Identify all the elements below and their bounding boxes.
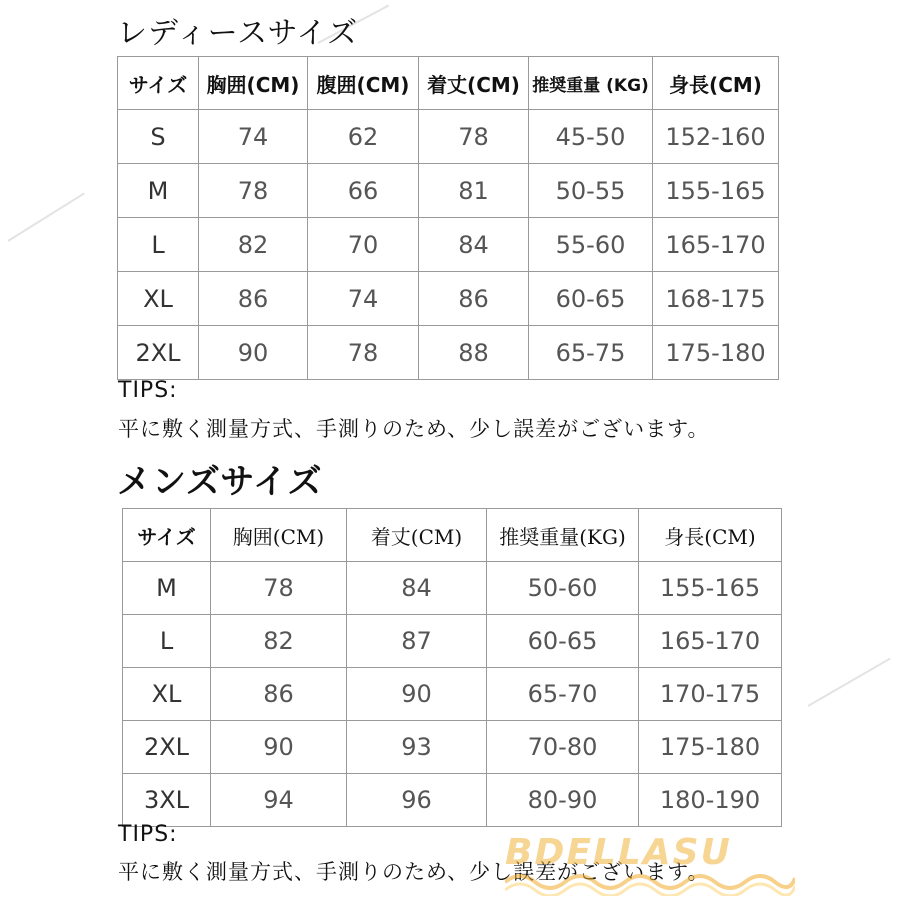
- header-size: サイズ: [123, 509, 211, 562]
- waist-cell: 74: [308, 272, 419, 326]
- weight-cell: 60-65: [487, 615, 639, 668]
- size-cell: M: [123, 562, 211, 615]
- length-cell: 84: [347, 562, 487, 615]
- weight-cell: 70-80: [487, 721, 639, 774]
- weight-cell: 45-50: [529, 110, 653, 164]
- chest-cell: 86: [211, 668, 347, 721]
- size-cell: XL: [123, 668, 211, 721]
- table-row: [118, 272, 779, 326]
- chest-cell: 86: [199, 272, 308, 326]
- table-row: [118, 110, 779, 164]
- size-cell: 2XL: [123, 721, 211, 774]
- height-cell: 155-165: [653, 164, 779, 218]
- chest-cell: 94: [211, 774, 347, 827]
- mens-size-table: [122, 508, 782, 827]
- waist-cell: 66: [308, 164, 419, 218]
- length-cell: 84: [419, 218, 529, 272]
- size-cell: L: [118, 218, 199, 272]
- weight-cell: 50-60: [487, 562, 639, 615]
- size-cell: S: [118, 110, 199, 164]
- tips-label: TIPS:: [118, 822, 178, 847]
- decorative-stroke: [7, 192, 84, 241]
- chest-cell: 74: [199, 110, 308, 164]
- length-cell: 78: [419, 110, 529, 164]
- chest-cell: 90: [199, 326, 308, 380]
- length-cell: 86: [419, 272, 529, 326]
- watermark-wave-graphic: [505, 868, 795, 896]
- weight-cell: 50-55: [529, 164, 653, 218]
- tips-label: TIPS:: [118, 378, 178, 403]
- size-cell: 2XL: [118, 326, 199, 380]
- table-row: [123, 562, 782, 615]
- length-cell: 87: [347, 615, 487, 668]
- height-cell: 170-175: [639, 668, 782, 721]
- waist-cell: 78: [308, 326, 419, 380]
- weight-cell: 60-65: [529, 272, 653, 326]
- length-cell: 90: [347, 668, 487, 721]
- table-row: [123, 615, 782, 668]
- chest-cell: 90: [211, 721, 347, 774]
- table-header-row: [118, 57, 779, 110]
- size-cell: M: [118, 164, 199, 218]
- header-height: 身長(CM): [653, 57, 779, 110]
- header-length: 着丈(CM): [347, 509, 487, 562]
- chest-cell: 82: [211, 615, 347, 668]
- ladies-size-title: レディースサイズ: [117, 16, 359, 51]
- weight-cell: 80-90: [487, 774, 639, 827]
- size-cell: L: [123, 615, 211, 668]
- table-header-row: [123, 509, 782, 562]
- brand-watermark: BDELLASU: [505, 832, 732, 873]
- height-cell: 165-170: [653, 218, 779, 272]
- header-weight: 推奨重量 (KG): [529, 57, 653, 110]
- header-chest: 胸囲(CM): [211, 509, 347, 562]
- tips-note: 平に敷く測量方式、手測りのため、少し誤差がございます。: [118, 417, 710, 441]
- height-cell: 180-190: [639, 774, 782, 827]
- table-row: [123, 774, 782, 827]
- header-length: 着丈(CM): [419, 57, 529, 110]
- chest-cell: 82: [199, 218, 308, 272]
- header-height: 身長(CM): [639, 509, 782, 562]
- height-cell: 175-180: [653, 326, 779, 380]
- height-cell: 155-165: [639, 562, 782, 615]
- weight-cell: 65-75: [529, 326, 653, 380]
- length-cell: 88: [419, 326, 529, 380]
- height-cell: 168-175: [653, 272, 779, 326]
- table-row: [118, 218, 779, 272]
- chest-cell: 78: [199, 164, 308, 218]
- height-cell: 175-180: [639, 721, 782, 774]
- table-row: [123, 668, 782, 721]
- weight-cell: 65-70: [487, 668, 639, 721]
- header-size: サイズ: [118, 57, 199, 110]
- table-row: [123, 721, 782, 774]
- length-cell: 96: [347, 774, 487, 827]
- chest-cell: 78: [211, 562, 347, 615]
- tips-note: 平に敷く測量方式、手測りのため、少し誤差がございます。: [118, 860, 710, 884]
- length-cell: 81: [419, 164, 529, 218]
- table-row: [118, 326, 779, 380]
- header-chest: 胸囲(CM): [199, 57, 308, 110]
- height-cell: 152-160: [653, 110, 779, 164]
- waist-cell: 62: [308, 110, 419, 164]
- header-weight: 推奨重量(KG): [487, 509, 639, 562]
- mens-size-title: メンズサイズ: [117, 462, 323, 502]
- length-cell: 93: [347, 721, 487, 774]
- waist-cell: 70: [308, 218, 419, 272]
- size-cell: 3XL: [123, 774, 211, 827]
- header-waist: 腹囲(CM): [308, 57, 419, 110]
- decorative-stroke: [808, 658, 891, 707]
- height-cell: 165-170: [639, 615, 782, 668]
- weight-cell: 55-60: [529, 218, 653, 272]
- table-row: [118, 164, 779, 218]
- ladies-size-table: [117, 56, 779, 380]
- size-cell: XL: [118, 272, 199, 326]
